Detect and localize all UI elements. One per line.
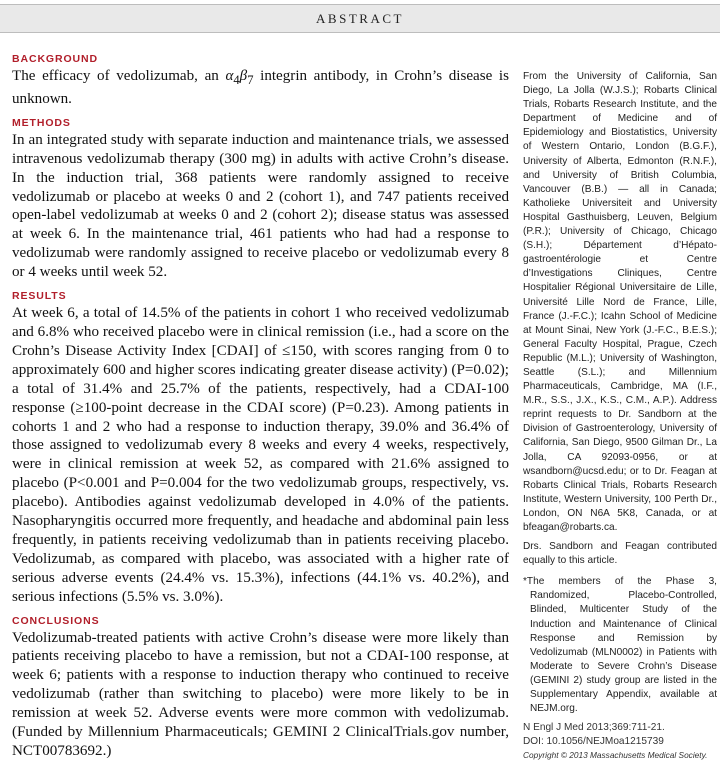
study-group-footnote: *The members of the Phase 3, Randomized, Placebo-Controlled, Blinded, Multicenter Study of the Induction and Maintenance of Clinical Response and Remission by Vedolizumab (MLN0002) in Patients with Moderate to Severe Crohn’s Disease (GEMINI 2) study group are listed in the Supplementary Appendix, available at NEJM.org.	[523, 576, 717, 715]
abstract-main-column	[12, 52, 509, 761]
section-heading-methods: METHODS	[12, 116, 71, 129]
article-sidebar	[523, 70, 717, 761]
section-body-background	[12, 67, 509, 109]
background-text-start: The efficacy of vedolizumab, an	[12, 68, 226, 84]
section-heading-conclusions: CONCLUSIONS	[12, 614, 100, 627]
background-text-end: integrin antibody, in Crohn’s disease is unknown.	[12, 68, 509, 107]
alpha-subscript: 4	[233, 73, 240, 88]
author-affiliations: From the University of California, San Diego, La Jolla (W.J.S.); Robarts Clinical Trials, Robarts Research Institute, and the Department of Medicine and of Epidemiology and Biostatistics, University of Western Ontario, London (B.G.F.), University of Alberta, Edmonton (R.N.F.), and University of British Columbia, Vancouver (B.B.) — all in Canada; Katholieke Universiteit and University Hospital Gasthuisberg, Leuven, Belgium (P.R.); University of Chicago, Chicago (S.H.); Département d’Hépato-gastroentérologie et Centre d’Investigations Cliniques, Centre Hospitalier Régional Universitaire de Lille, Université Lille Nord de France, Lille, France (J.-F.C.); Icahn School of Medicine at Mount Sinai, New York (J.-F.C., B.E.S.); General Faculty Hospital, Prague, Czech Republic (M.L.); University of Washington, Seattle (S.L.); and Millennium Pharmaceuticals, Cambridge, MA (I.F., M.R., S.S., J.X., K.S., C.M., A.P.). Address reprint requests to Dr. Sandborn at the Division of Gastroenterology, University of California, San Diego, 9500 Gilman Dr., La Jolla, CA 92093-0956, or at wsandborn@ucsd.edu; or to Dr. Feagan at Robarts Clinical Trials, Robarts Research Institute, Western University, 100 Perth Dr., London, ON N6A 5K8, Canada, or at bfeagan@robarts.ca.	[523, 71, 717, 533]
abstract-header-bar	[0, 4, 720, 33]
doi-line: DOI: 10.1056/NEJMoa1215739	[523, 736, 664, 748]
alpha-symbol: α	[225, 68, 234, 84]
section-conclusions	[12, 614, 509, 761]
section-heading-results: RESULTS	[12, 290, 67, 303]
section-results	[12, 289, 509, 607]
section-body-conclusions: Vedolizumab-treated patients with active Crohn’s disease were more likely than patients receiving placebo to have a remission, but not a CDAI-100 response, at week 6; patients with a response to induction therapy who continued to receive vedolizumab (rather than switching to placebo) were more likely to be in remission at week 52. Adverse events were more common with vedolizumab. (Funded by Millennium Pharmaceuticals; GEMINI 2 ClinicalTrials.gov number, NCT00783692.)	[12, 629, 509, 760]
section-background	[12, 52, 509, 109]
section-body-results: At week 6, a total of 14.5% of the patients in cohort 1 who received vedolizumab and 6.8% who received placebo were in clinical remission (i.e., had a score on the Crohn’s Disease Activity Index [CDAI] of ≤150, with scores ranging from 0 to approximately 600 and higher scores indicating greater disease activity) (P=0.02); a total of 31.4% and 25.7% of the patients, respectively, had a CDAI-100 response (≥100-point decrease in the CDAI score) (P=0.23). Among patients in cohorts 1 and 2 who had a response to induction therapy, 39.0% and 36.4% of those assigned to vedolizumab every 8 weeks and every 4 weeks, respectively, were in clinical remission at week 52, as compared with 21.6% assigned to placebo (P<0.001 and P=0.004 for the two vedolizumab groups, respectively, vs. placebo). Antibodies against vedolizumab developed in 4.0% of the patients. Nasopharyngitis occurred more frequently, and headache and abdominal pain less frequently, in patients receiving vedolizumab than in patients receiving placebo. Vedolizumab, as compared with placebo, was associated with a higher rate of serious adverse events (24.4% vs. 15.3%), infections (44.1% vs. 40.2%), and serious infections (5.5% vs. 3.0%).	[12, 305, 509, 605]
section-heading-background: BACKGROUND	[12, 53, 98, 65]
section-methods	[12, 116, 509, 282]
journal-citation: N Engl J Med 2013;369:711-21.	[523, 722, 665, 734]
section-body-methods: In an integrated study with separate induction and maintenance trials, we assessed intravenous vedolizumab therapy (300 mg) in adults with active Crohn’s disease. In the induction trial, 368 patients were randomly assigned to receive vedolizumab or placebo at weeks 0 and 2 (cohort 1), and 747 patients received open-label vedolizumab at weeks 0 and 2 (cohort 2); disease status was assessed at week 6. In the maintenance trial, 461 patients who had had a response to vedolizumab were randomly assigned to receive placebo or vedolizumab every 8 or 4 weeks until week 52.	[12, 131, 509, 281]
copyright-line: Copyright © 2013 Massachusetts Medical Society.	[523, 750, 708, 761]
beta-subscript: 7	[247, 73, 254, 88]
equal-contribution-note: Drs. Sandborn and Feagan contributed equally to this article.	[523, 541, 717, 567]
abstract-title: ABSTRACT	[316, 10, 404, 26]
beta-symbol: β	[239, 68, 248, 84]
